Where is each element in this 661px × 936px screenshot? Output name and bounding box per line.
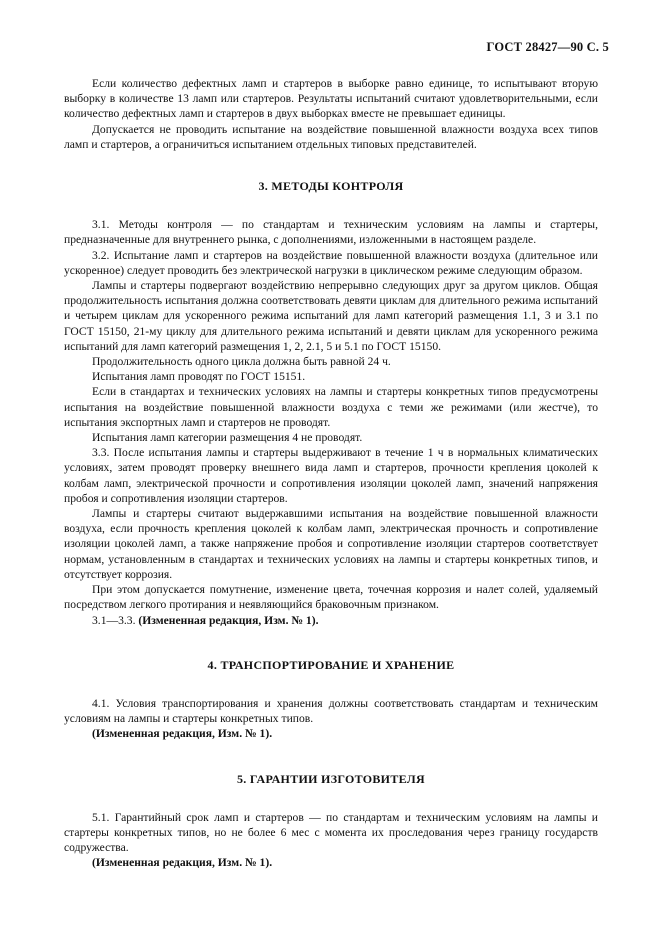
- section-4-amendment-note: (Измененная редакция, Изм. № 1).: [92, 727, 273, 741]
- section-4-paragraph-4-1: 4.1. Условия транспортирования и хранения должны соответствовать стандартам и техническим условиям на лампы и стартеры конкретных типов.: [64, 696, 598, 726]
- section-5-paragraph-5-1: 5.1. Гарантийный срок ламп и стартеров — по стандартам и техническим условиям на лампы и стартеры конкретных типов, но не более 6 мес с момента их проследования через границу государств содружества.: [64, 810, 598, 855]
- section-4-title: 4. ТРАНСПОРТИРОВАНИЕ И ХРАНЕНИЕ: [207, 657, 455, 672]
- section-3-export-paragraph: Если в стандартах и технических условиях на лампы и стартеры конкретных типов предусмотрены испытания на воздействие повышенной влажности воздуха с теми же режимами (или жестче), то испытания экспортных ламп и стартеров не проводят.: [64, 385, 598, 429]
- section-3-cycle-duration: Продолжительность одного цикла должна быть равной 24 ч.: [92, 355, 391, 369]
- section-3-title: 3. МЕТОДЫ КОНТРОЛЯ: [258, 179, 404, 194]
- section-5-amendment-note: (Измененная редакция, Изм. № 1).: [92, 856, 273, 870]
- document-body: [64, 76, 598, 871]
- amendment-label: (Измененная редакция, Изм. № 1).: [138, 613, 319, 627]
- intro-paragraph-1: Если количество дефектных ламп и стартеров в выборке равно единице, то испытывают вторую выборку в количестве 13 ламп или стартеров. Результаты испытаний считают удовлетворительными, если количество дефектных ламп и стартеров в двух выборках вместе не превышает единицы.: [64, 77, 598, 121]
- section-3-tolerance-paragraph: При этом допускается помутнение, изменение цвета, точечная коррозия и налет солей, удаляемый посредством легкого протирания и неявляющийся браковочным признаком.: [64, 583, 598, 612]
- running-header: ГОСТ 28427—90 С. 5: [486, 40, 609, 54]
- section-3-category-4: Испытания ламп категории размещения 4 не проводят.: [92, 431, 363, 445]
- amendment-clause-range: 3.1—3.3.: [92, 613, 136, 627]
- section-3-acceptance-paragraph: Лампы и стартеры считают выдержавшими испытания на воздействие повышенной влажности воздуха, если прочность крепления цоколей к колбам ламп, электрическая прочность и сопротивление изоляции цоколей ламп, а также напряжение пробоя и сопротивление изоляции стартеров соответствует нормам, установленным в стандартах и технических условиях на лампы и стартеры конкретных типов, и отсутствует коррозия.: [64, 507, 598, 581]
- intro-paragraph-2: Допускается не проводить испытание на воздействие повышенной влажности воздуха всех типов ламп и стартеров, а ограничиться испытанием отдельных типовых представителей.: [64, 122, 598, 151]
- section-3-cycles-paragraph: Лампы и стартеры подвергают воздействию непрерывно следующих друг за другом циклов. Общая продолжительность испытания должна соответствовать девяти циклам для длительного режима испытаний и четырем циклам для ускоренного режима испытаний для ламп категорий размещения 1.1, 3 и 3.1 по ГОСТ 15150, 21-му циклу для длительного режима испытаний и девяти циклам для ускоренного режима испытаний для ламп категорий размещения 1, 2, 2.1, 5 и 5.1 по ГОСТ 15150.: [64, 279, 598, 353]
- section-3-paragraph-3-2: 3.2. Испытание ламп и стартеров на воздействие повышенной влажности воздуха (длительное или ускоренное) следует проводить без электрической нагрузки в циклическом режиме следующим образом.: [64, 248, 598, 277]
- section-3-paragraph-3-3: 3.3. После испытания лампы и стартеры выдерживают в течение 1 ч в нормальных климатических условиях, затем проводят проверку внешнего вида ламп и стартеров, прочности крепления цоколей к колбам ламп, электрической прочности и сопротивления изоляции цоколей ламп, значений напряжения пробоя и сопротивления изоляции стартеров.: [64, 446, 598, 505]
- section-5-title: 5. ГАРАНТИИ ИЗГОТОВИТЕЛЯ: [237, 771, 425, 786]
- section-3-paragraph-3-1: 3.1. Методы контроля — по стандартам и техническим условиям на лампы и стартеры, предназначенные для внутреннего рынка, с дополнениями, изложенными в настоящем разделе.: [64, 218, 598, 247]
- section-3-test-standard: Испытания ламп проводят по ГОСТ 15151.: [92, 370, 306, 384]
- section-3-amendment-note: [64, 613, 598, 628]
